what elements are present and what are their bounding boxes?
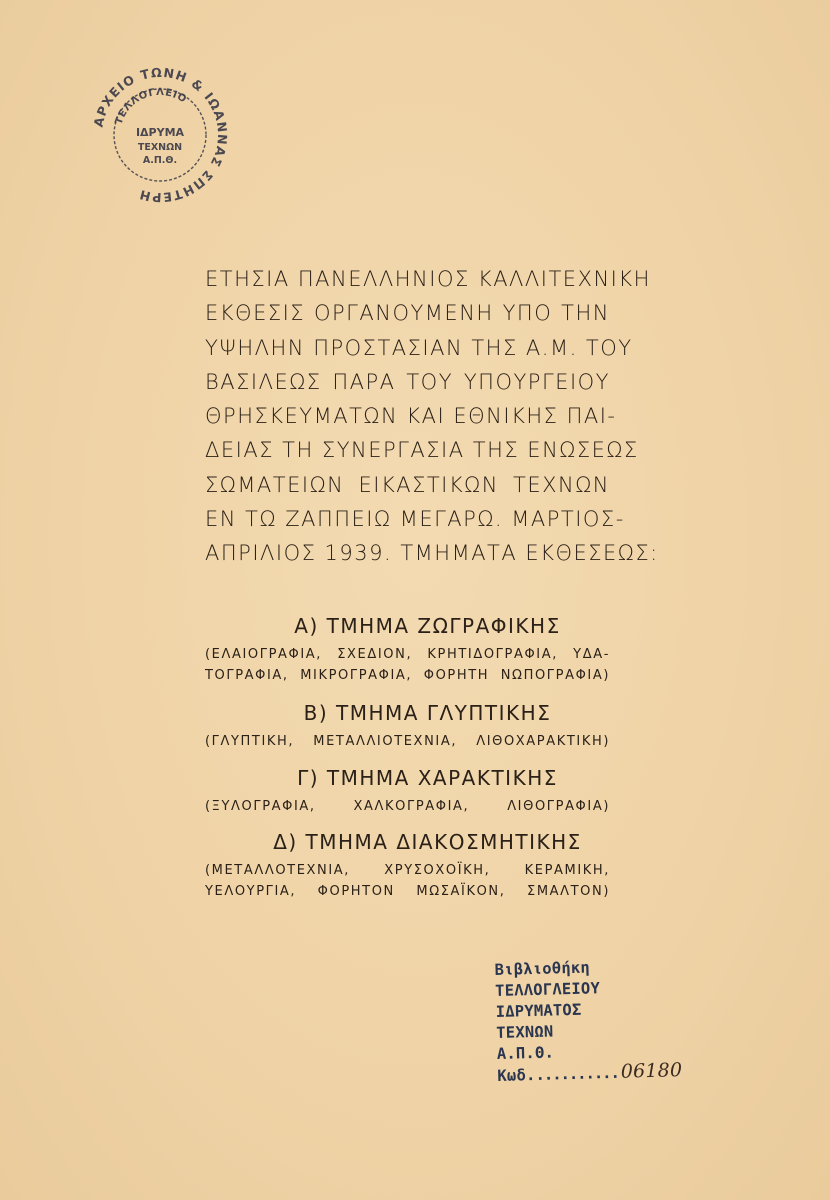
section-description: (ΕΛΑΙΟΓΡΑΦΙΑ, ΣΧΕΔΙΟΝ, ΚΡΗΤΙΔΟΓΡΑΦΙΑ, ΥΔΑ- bbox=[205, 647, 610, 662]
intro-line: ΕΝ ΤΩ ΖΑΠΠΕΙΩ ΜΕΓΑΡΩ. ΜΑΡΤΙΟΣ- bbox=[205, 507, 625, 532]
handwritten-code: 06180 bbox=[620, 1059, 683, 1083]
section-title: Β) ΤΜΗΜΑ ΓΛΥΠΤΙΚΗΣ bbox=[303, 701, 552, 725]
stamp-center-line3: Α.Π.Θ. bbox=[142, 155, 178, 166]
intro-line: ΕΚΘΕΣΙΣ ΟΡΓΑΝΟΥΜΕΝΗ ΥΠΟ ΤΗΝ bbox=[205, 301, 610, 326]
svg-text:ΤΕΛΛΟΓΛΕΙΟ bbox=[114, 87, 189, 126]
section-description: (ΓΛΥΠΤΙΚΗ, ΜΕΤΑΛΛΙΟΤΕΧΝΙΑ, ΛΙΘΟΧΑΡΑΚΤΙΚΗ) bbox=[205, 734, 610, 749]
section-sculpture bbox=[205, 701, 610, 752]
section-title: Γ) ΤΜΗΜΑ ΧΑΡΑΚΤΙΚΗΣ bbox=[297, 766, 558, 790]
stamp-ring-text: ΑΡΧΕΙΟ ΤΩΝΗ & ΙΩΑΝΝΑΣ ΣΠΗΤΕΡΗ bbox=[90, 64, 231, 206]
section-painting bbox=[205, 614, 610, 686]
intro-line: ΘΡΗΣΚΕΥΜΑΤΩΝ ΚΑΙ ΕΘΝΙΚΗΣ ΠΑΙ- bbox=[205, 404, 617, 429]
section-title: Δ) ΤΜΗΜΑ ΔΙΑΚΟΣΜΗΤΙΚΗΣ bbox=[273, 830, 582, 854]
stamp-center-line1: ΙΔΡΥΜΑ bbox=[135, 126, 185, 139]
archive-stamp-seal bbox=[85, 60, 235, 210]
intro-line: ΒΑΣΙΛΕΩΣ ΠΑΡΑ ΤΟΥ ΥΠΟΥΡΓΕΙΟΥ bbox=[205, 369, 610, 394]
library-stamp-line: ΤΕΧΝΩΝ bbox=[496, 1022, 554, 1042]
library-stamp bbox=[494, 956, 683, 1087]
code-dots: .......... bbox=[535, 1063, 620, 1084]
section-decorative bbox=[205, 830, 610, 902]
intro-text-block bbox=[205, 262, 659, 571]
stamp-center-line2: ΤΕΧΝΩΝ bbox=[137, 142, 183, 153]
stamp-arc-text: ΤΕΛΛΟΓΛΕΙΟ bbox=[113, 86, 189, 127]
intro-line: ΑΠΡΙΛΙΟΣ 1939. ΤΜΗΜΑΤΑ ΕΚΘΕΣΕΩΣ: bbox=[205, 541, 659, 566]
section-description: (ΞΥΛΟΓΡΑΦΙΑ, ΧΑΛΚΟΓΡΑΦΙΑ, ΛΙΘΟΓΡΑΦΙΑ) bbox=[205, 799, 610, 814]
section-description: (ΜΕΤΑΛΛΟΤΕΧΝΙΑ, ΧΡΥΣΟΧΟΪΚΗ, ΚΕΡΑΜΙΚΗ, bbox=[205, 863, 610, 878]
intro-line: ΥΨΗΛΗΝ ΠΡΟΣΤΑΣΙΑΝ ΤΗΣ Α.Μ. ΤΟΥ bbox=[205, 335, 633, 360]
section-description: ΥΕΛΟΥΡΓΙΑ, ΦΟΡΗΤΟΝ ΜΩΣΑΪΚΟΝ, ΣΜΑΛΤΟΝ) bbox=[205, 884, 610, 899]
library-stamp-line: Α.Π.Θ. bbox=[496, 1043, 555, 1063]
library-stamp-line: ΤΕΛΛΟΓΛΕΙΟΥ bbox=[494, 979, 601, 1000]
library-stamp-line: Βιβλιοθήκη bbox=[494, 958, 591, 979]
section-description: ΤΟΓΡΑΦΙΑ, ΜΙΚΡΟΓΡΑΦΙΑ, ΦΟΡΗΤΗ ΝΩΠΟΓΡΑΦΙΑ) bbox=[205, 668, 610, 683]
section-engraving bbox=[205, 766, 610, 817]
intro-line: ΔΕΙΑΣ ΤΗ ΣΥΝΕΡΓΑΣΙΑ ΤΗΣ ΕΝΩΣΕΩΣ bbox=[205, 438, 639, 463]
code-label: Κωδ. bbox=[497, 1065, 536, 1085]
library-code-row bbox=[497, 1059, 683, 1087]
library-stamp-line: ΙΔΡΥΜΑΤΟΣ bbox=[495, 1000, 582, 1021]
archive-round-stamp bbox=[85, 60, 235, 210]
section-title: Α) ΤΜΗΜΑ ΖΩΓΡΑΦΙΚΗΣ bbox=[294, 614, 561, 638]
intro-line: ΣΩΜΑΤΕΙΩΝ ΕΙΚΑΣΤΙΚΩΝ ΤΕΧΝΩΝ bbox=[205, 472, 610, 497]
intro-line: ΕΤΗΣΙΑ ΠΑΝΕΛΛΗΝΙΟΣ ΚΑΛΛΙΤΕΧΝΙΚΗ bbox=[205, 267, 651, 291]
